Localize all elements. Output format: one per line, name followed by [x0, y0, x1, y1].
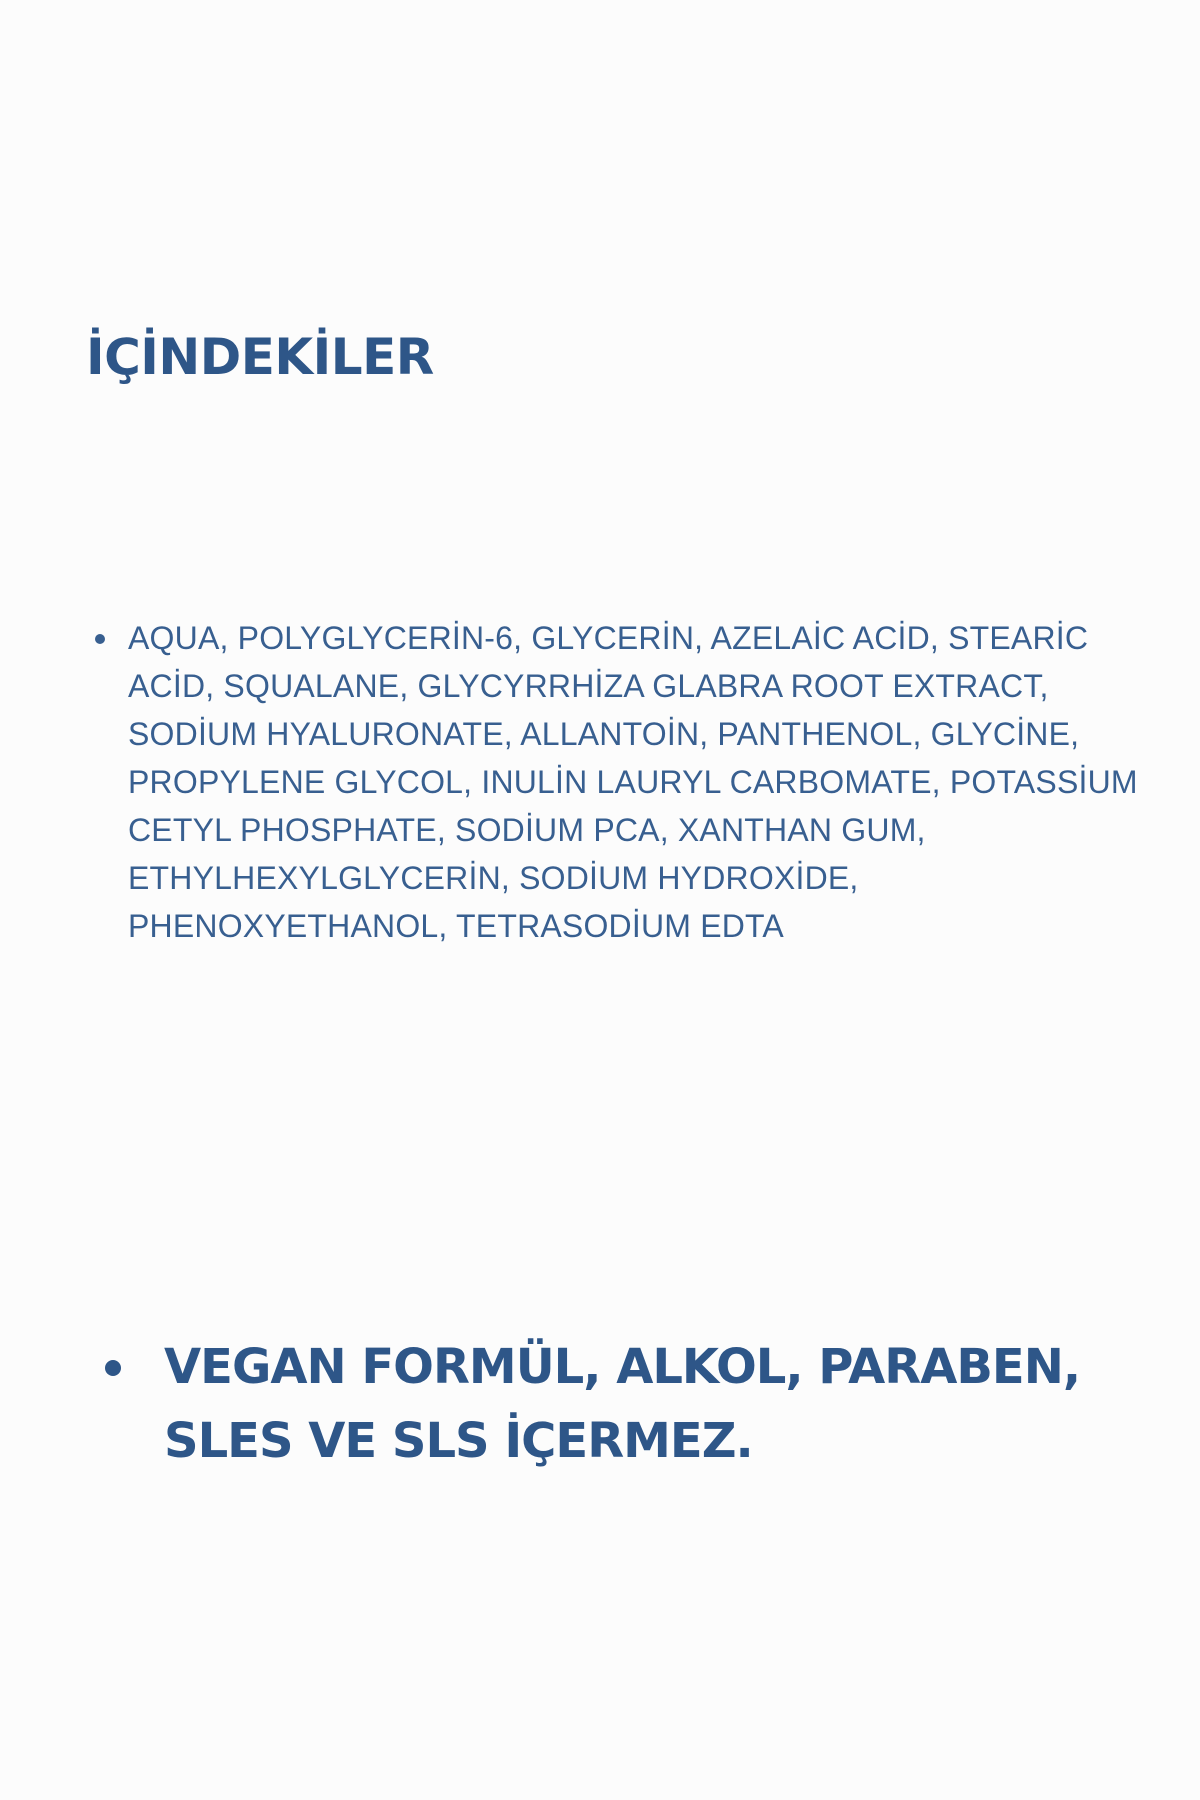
ingredients-text: AQUA, POLYGLYCERİN-6, GLYCERİN, AZELAİC ACİD, STEARİC ACİD, SQUALANE, GLYCYRRHİZA GLABRA ROOT EXTRACT, SODİUM HYALURONATE, ALLANTOİN, PANTHENOL, GLYCİNE, PROPYLENE GLYCOL, INULİN LAURYL CARBOMATE, POTASSİUM CETYL PHOSPHATE, SODİUM PCA, XANTHAN GUM, ETHYLHEXYLGLYCERİN, SODİUM HYDROXİDE, PHENOXYETHANOL, TETRASODİUM EDTA [128, 620, 1138, 944]
claims-list [100, 1330, 1120, 1478]
ingredients-list [86, 614, 1146, 950]
bullet-icon [95, 634, 105, 644]
claim-text: VEGAN FORMÜL, ALKOL, PARABEN, SLES VE SLS İÇERMEZ. [164, 1339, 1081, 1469]
ingredients-heading: İÇİNDEKİLER [86, 328, 434, 386]
bullet-icon [105, 1360, 121, 1376]
claims-list-item [100, 1330, 1120, 1478]
ingredients-list-item [86, 614, 1146, 950]
